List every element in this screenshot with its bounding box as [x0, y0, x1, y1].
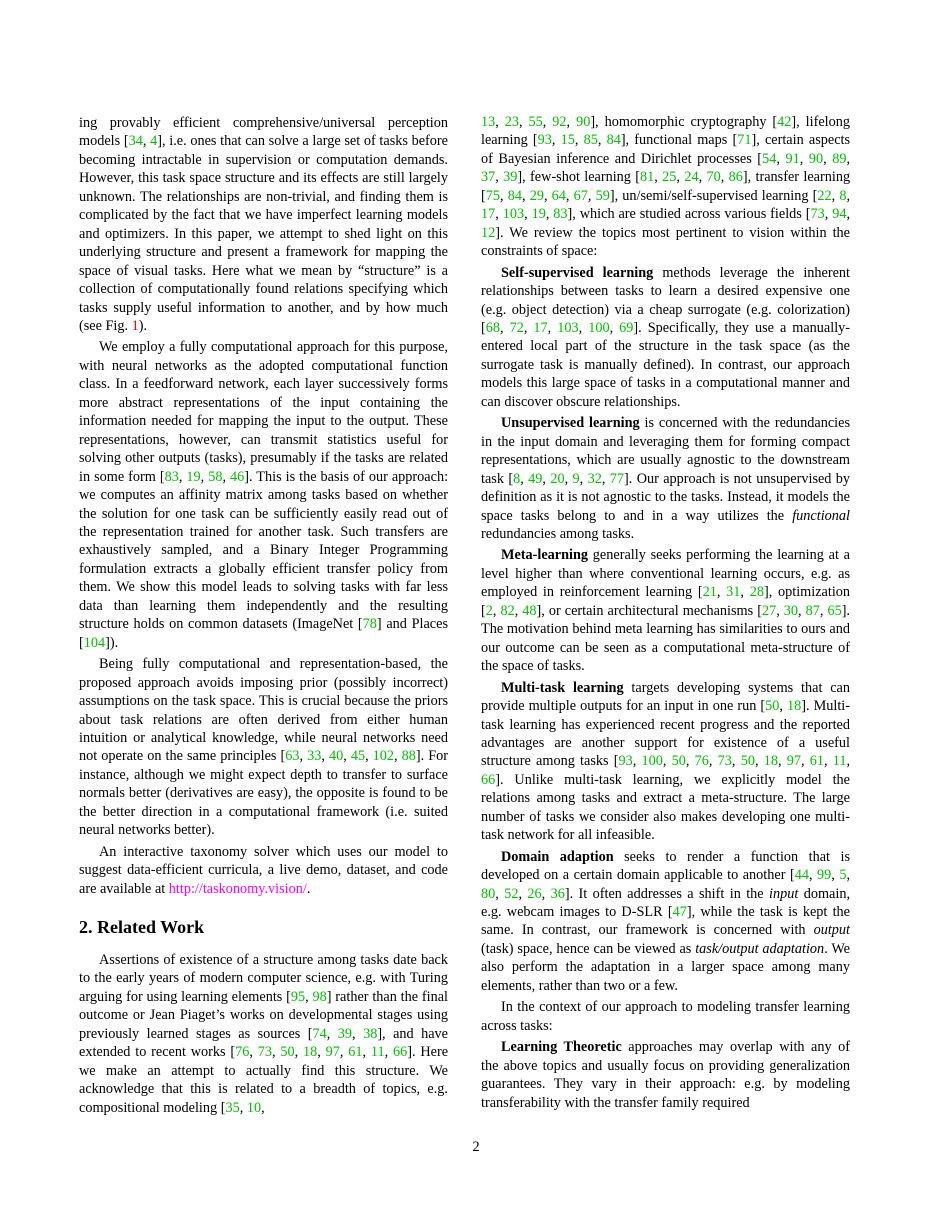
emphasis: functional [792, 507, 850, 524]
citation-link[interactable]: 18 [786, 698, 802, 715]
citation-link[interactable]: 93 [618, 753, 633, 770]
paragraph-title: Self-supervised learning [501, 264, 654, 281]
citation-link[interactable]: 100 [588, 319, 610, 336]
citation-link[interactable]: 42 [777, 114, 792, 130]
citation-link[interactable]: 87 [805, 602, 820, 619]
citation-link[interactable]: 38 [363, 1025, 378, 1042]
right-column [481, 113, 850, 1112]
paragraph: Being fully computational and representation-based, the proposed approach avoids imposing prior (possibly incorrect) assumptions on the task space. This is crucial because the priors about task relations are often derived from either human intuition or analytical knowledge, while neural networks need not operate on the same principles [63, 33, 40, 45, 102, 88]. For instance, although we might expect depth to transfer to surface normals better (derivatives are easy), the opposite is found to be the better direction in a computational framework (i.e. suited neural networks better). [79, 656, 449, 839]
citation-link[interactable]: 44 [794, 867, 809, 884]
citation-link[interactable]: 36 [550, 885, 565, 902]
paragraph-title: Learning Theoretic [501, 1039, 622, 1056]
citation-link[interactable]: 50 [740, 753, 755, 770]
left-column [79, 114, 448, 1117]
citation-link[interactable]: 13 [481, 114, 496, 130]
citation-link[interactable]: 90 [576, 114, 591, 130]
citation-link[interactable]: 103 [557, 319, 579, 336]
citation-link[interactable]: 76 [235, 1044, 250, 1061]
citation-link[interactable]: 99 [817, 867, 832, 884]
section-heading [79, 916, 448, 938]
citation-link[interactable]: 90 [808, 150, 824, 167]
citation-link[interactable]: 80 [481, 885, 496, 902]
citation-link[interactable]: 82 [500, 602, 515, 619]
citation-link[interactable]: 12 [481, 224, 496, 241]
paragraph: ing provably efficient comprehensive/universal perception models [34, 4], i.e. ones that can solve a large set of tasks before becoming intractable in supervision or computation demands. However, this task space structure and its effects are still largely unknown. The relationships are non-trivial, and finding them is complicated by the fact that we have imperfect learning models and optimizers. In this paper, we attempt to shed light on this underlying structure and present a framework for mapping the space of visual tasks. Here what we mean by “structure” is a collection of computationally found relations specifying which tasks supply useful information to another, and by how much (see Fig. 1). [79, 115, 448, 334]
citation-link[interactable]: 75 [485, 187, 500, 204]
citation-link[interactable]: 49 [528, 470, 543, 487]
citation-link[interactable]: 50 [765, 698, 780, 715]
citation-link[interactable]: 84 [606, 132, 621, 149]
paragraph: Assertions of existence of a structure among tasks date back to the early years of modern computer science, e.g. with Turing arguing for using learning elements [95, 98] rather than the final outcome or Jean Piaget’s works on developmental stages using previously learned stages as sources [74, 39, 38], and have extended to recent works [76, 73, 50, 18, 97, 61, 11, 66]. Here we make an attempt to actually find this structure. We acknowledge that this is related to a breadth of topics, e.g. compositional modeling [35, 10, [79, 952, 449, 1116]
citation-link[interactable]: 28 [749, 584, 764, 601]
citation-link[interactable]: 93 [537, 132, 552, 149]
paragraph-text: generally seeks performing the learning at a level higher than where conventional learning occurs, e.g. as employed in reinforcement learning [21, 31, 28], optimization [2, 82, 48], or certain architectural mechanisms [27, 30, 87, 65]. The motivation behind meta learning has similarities to ours and our outcome can be seen as a computational meta-structure of the space of tasks. [481, 547, 851, 675]
citation-link[interactable]: 104 [83, 634, 106, 651]
citation-link[interactable]: 91 [785, 150, 800, 167]
citation-link[interactable]: 54 [762, 150, 777, 167]
paragraph [481, 414, 850, 543]
paragraph-text: An interactive taxonomy solver which uses our model to suggest data-efficient curricula, a live demo, dataset, and code are available at [79, 843, 448, 897]
paragraph-text: is concerned with the redundancies in the input domain and leveraging them for forming compact representations, which are usually agnostic to the downstream task [8, 49, 20, 9, 32, 77]. Our approach is not unsupervised by definition as it is not agnostic to the tasks. Instead, it models the space tasks belong to and in a way utilizes the [481, 415, 851, 524]
citation-link[interactable]: 103 [502, 206, 525, 223]
citation-link[interactable]: 97 [325, 1044, 340, 1061]
citation-link[interactable]: 4 [150, 133, 158, 150]
paragraph-text: . We also perform the adaptation in a larger space among many elements, rather than two or a few. [481, 940, 850, 994]
paragraph [481, 264, 850, 412]
citation-link[interactable]: 55 [528, 114, 543, 130]
citation-link[interactable]: 65 [827, 602, 842, 619]
citation-link[interactable]: 50 [280, 1044, 295, 1061]
citation-link[interactable]: 94 [832, 206, 847, 223]
citation-link[interactable]: 35 [225, 1099, 240, 1116]
citation-link[interactable]: 37 [481, 169, 496, 186]
citation-link[interactable]: 10 [246, 1099, 262, 1116]
citation-link[interactable]: 40 [328, 748, 344, 765]
citation-link[interactable]: 68 [485, 319, 500, 336]
paragraph-text: . [306, 880, 311, 897]
citation-link[interactable]: 18 [303, 1044, 318, 1061]
paragraph [79, 843, 448, 898]
paragraph [481, 848, 850, 996]
citation-link[interactable]: 85 [583, 132, 598, 149]
paragraph [481, 679, 850, 845]
citation-link[interactable]: 61 [348, 1044, 363, 1061]
citation-link[interactable]: 34 [128, 133, 143, 150]
citation-link[interactable]: 98 [312, 988, 327, 1005]
paragraph-text: targets developing systems that can provide multiple outputs for an input in one run [50, 18]. Multi-task learning has experienced recent progress and the reported advantages are another support for existence of a useful structure among tasks [93, 100, 50, 76, 73, 50, 18, 97, 61, 11, 66]. Unlike multi-task learning, we explicitly model the relations among tasks and extract a meta-structure. The large number of tasks we consider also makes developing one multi-task network for all infeasible. [481, 679, 851, 844]
emphasis: task/output adaptation [695, 940, 825, 957]
citation-link[interactable]: 102 [372, 748, 395, 765]
citation-link[interactable]: 83 [164, 468, 179, 485]
citation-link[interactable]: 20 [550, 470, 565, 487]
citation-link[interactable]: 33 [307, 748, 322, 765]
citation-link[interactable]: 58 [208, 468, 223, 485]
citation-link[interactable]: 73 [717, 753, 732, 770]
citation-link[interactable]: 76 [694, 753, 709, 770]
citation-link[interactable]: 23 [504, 114, 520, 130]
citation-link[interactable]: 64 [551, 187, 566, 204]
citation-link[interactable]: 63 [285, 748, 300, 765]
paragraph-text: approaches may overlap with any of the above topics and usually focus on providing generalization guarantees. They vary in their approach: e.g. by modeling transferability with the transfer family required [481, 1039, 850, 1111]
citation-link[interactable]: 84 [507, 187, 522, 204]
citation-link[interactable]: 81 [640, 169, 655, 186]
citation-link[interactable]: 72 [509, 319, 524, 336]
citation-link[interactable]: 17 [481, 206, 496, 223]
project-link[interactable]: http://taskonomy.vision/ [168, 880, 307, 897]
paragraph-title: Meta-learning [501, 547, 589, 564]
citation-link[interactable]: 92 [552, 114, 567, 130]
figure-ref-link[interactable]: 1 [131, 317, 139, 334]
citation-link[interactable]: 77 [609, 470, 625, 487]
citation-link[interactable]: 32 [587, 470, 602, 487]
citation-link[interactable]: 48 [522, 602, 537, 619]
citation-link[interactable]: 59 [595, 187, 610, 204]
citation-link[interactable]: 11 [832, 753, 847, 770]
citation-link[interactable]: 71 [737, 132, 752, 149]
citation-link[interactable]: 52 [504, 885, 519, 902]
paragraph-text: methods leverage the inherent relationships between tasks to learn a desired expensive one (e.g. object detection) via a cheap surrogate (e.g. colorization) [68, 72, 17, 103, 100, 69]. Specifically, they use a manually-entered local part of the structure in the task space (as the surrogate task is manually defined). In contrast, our approach models this large space of tasks in a computational manner and can discover obscure relationships. [481, 264, 851, 410]
citation-link[interactable]: 67 [573, 187, 588, 204]
citation-link[interactable]: 39 [337, 1025, 353, 1042]
citation-link[interactable]: 100 [641, 753, 663, 770]
emphasis: output [813, 922, 850, 939]
paragraph: In the context of our approach to modeling transfer learning across tasks: [481, 999, 850, 1034]
paragraph-title: Unsupervised learning [501, 415, 640, 432]
paragraph-text: redundancies among tasks. [481, 525, 635, 542]
citation-link[interactable]: 19 [186, 468, 201, 485]
citation-link[interactable]: 19 [531, 206, 546, 223]
citation-link[interactable]: 18 [763, 753, 778, 770]
citation-link[interactable]: 17 [533, 319, 548, 336]
emphasis: input [769, 885, 799, 902]
citation-link[interactable]: 89 [832, 150, 847, 167]
paragraph-text: seeks to render a function that is developed on a certain domain applicable to another [44, 99, 5, 80, 52, 26, 36]. It often addresses a shift in the [481, 848, 851, 902]
citation-link[interactable]: 70 [706, 169, 721, 186]
paragraph-title: Multi-task learning [501, 679, 624, 696]
citation-link[interactable]: 74 [312, 1025, 327, 1042]
citation-link[interactable]: 73 [257, 1044, 272, 1061]
citation-link[interactable]: 11 [370, 1044, 385, 1061]
citation-link[interactable]: 86 [728, 169, 743, 186]
citation-link[interactable]: 2 [485, 602, 493, 619]
citation-link[interactable]: 29 [529, 187, 544, 204]
citation-link[interactable]: 61 [809, 753, 824, 770]
citation-link[interactable]: 27 [761, 602, 777, 619]
citation-link[interactable]: 69 [619, 319, 634, 336]
paragraph [481, 1038, 850, 1112]
citation-link[interactable]: 8 [513, 470, 521, 487]
citation-link[interactable]: 25 [662, 169, 677, 186]
citation-link[interactable]: 66 [392, 1044, 408, 1061]
paragraph [481, 546, 850, 675]
citation-link[interactable]: 88 [401, 748, 416, 765]
citation-link[interactable]: 21 [702, 584, 717, 601]
citation-link[interactable]: 78 [362, 616, 377, 633]
citation-link[interactable]: 9 [572, 470, 580, 487]
citation-link[interactable]: 45 [350, 748, 366, 765]
paragraph-text: domain, e.g. webcam images to D-SLR [47], while the task is kept the same. In contrast, our framework is concerned with [481, 885, 851, 939]
citation-link[interactable]: 26 [527, 885, 542, 902]
citation-link[interactable]: 97 [786, 753, 801, 770]
section-title: 2. Related Work [79, 917, 205, 938]
citation-link[interactable]: 8 [839, 187, 847, 204]
paragraph: We employ a fully computational approach for this purpose, with neural networks as the adopted computational function class. In a feedforward network, each layer successively forms more abstract representations of the input containing the information needed for mapping the input to the output. These representations, however, can transmit statistics useful for solving other outputs (tasks), presumably if the tasks are related in some form [83, 19, 58, 46]. This is the basis of our approach: we computes an affinity matrix among tasks based on whether the solution for one task can be sufficiently easily read out of the representation trained for another task. Such transfers are exhaustively sampled, and a Binary Integer Programming formulation extracts a globally efficient transfer policy from them. We show this model leads to solving tasks with far less data than learning them independently and the resulting structure holds on common datasets (ImageNet [78] and Places [104]). [79, 339, 449, 651]
paragraph: 13, 23, 55, 92, 90], homomorphic cryptography [42], lifelong learning [93, 15, 85, 84], functional maps [71], certain aspects of Bayesian inference and Dirichlet processes [54, 91, 90, 89, 37, 39], few-shot learning [81, 25, 24, 70, 86], transfer learning [75, 84, 29, 64, 67, 59], un/semi/self-supervised learning [22, 8, 17, 103, 19, 83], which are studied across various fields [73, 94, 12]. We review the topics most pertinent to vision within the constraints of space: [481, 114, 851, 260]
citation-link[interactable]: 83 [553, 206, 568, 223]
paragraph-title: Domain adaption [501, 848, 614, 865]
citation-link[interactable]: 39 [503, 169, 518, 186]
citation-link[interactable]: 47 [672, 904, 687, 921]
citation-link[interactable]: 31 [726, 584, 741, 601]
paragraph-text: (task) space, hence can be viewed as [481, 940, 696, 957]
citation-link[interactable]: 73 [810, 206, 825, 223]
citation-link[interactable]: 22 [817, 187, 832, 204]
citation-link[interactable]: 24 [684, 169, 699, 186]
page-number: 2 [472, 1139, 480, 1155]
citation-link[interactable]: 46 [230, 468, 245, 485]
citation-link[interactable]: 5 [839, 867, 847, 884]
citation-link[interactable]: 15 [560, 132, 575, 149]
citation-link[interactable]: 30 [783, 602, 799, 619]
citation-link[interactable]: 95 [290, 988, 306, 1005]
citation-link[interactable]: 50 [671, 753, 686, 770]
citation-link[interactable]: 66 [481, 771, 496, 788]
